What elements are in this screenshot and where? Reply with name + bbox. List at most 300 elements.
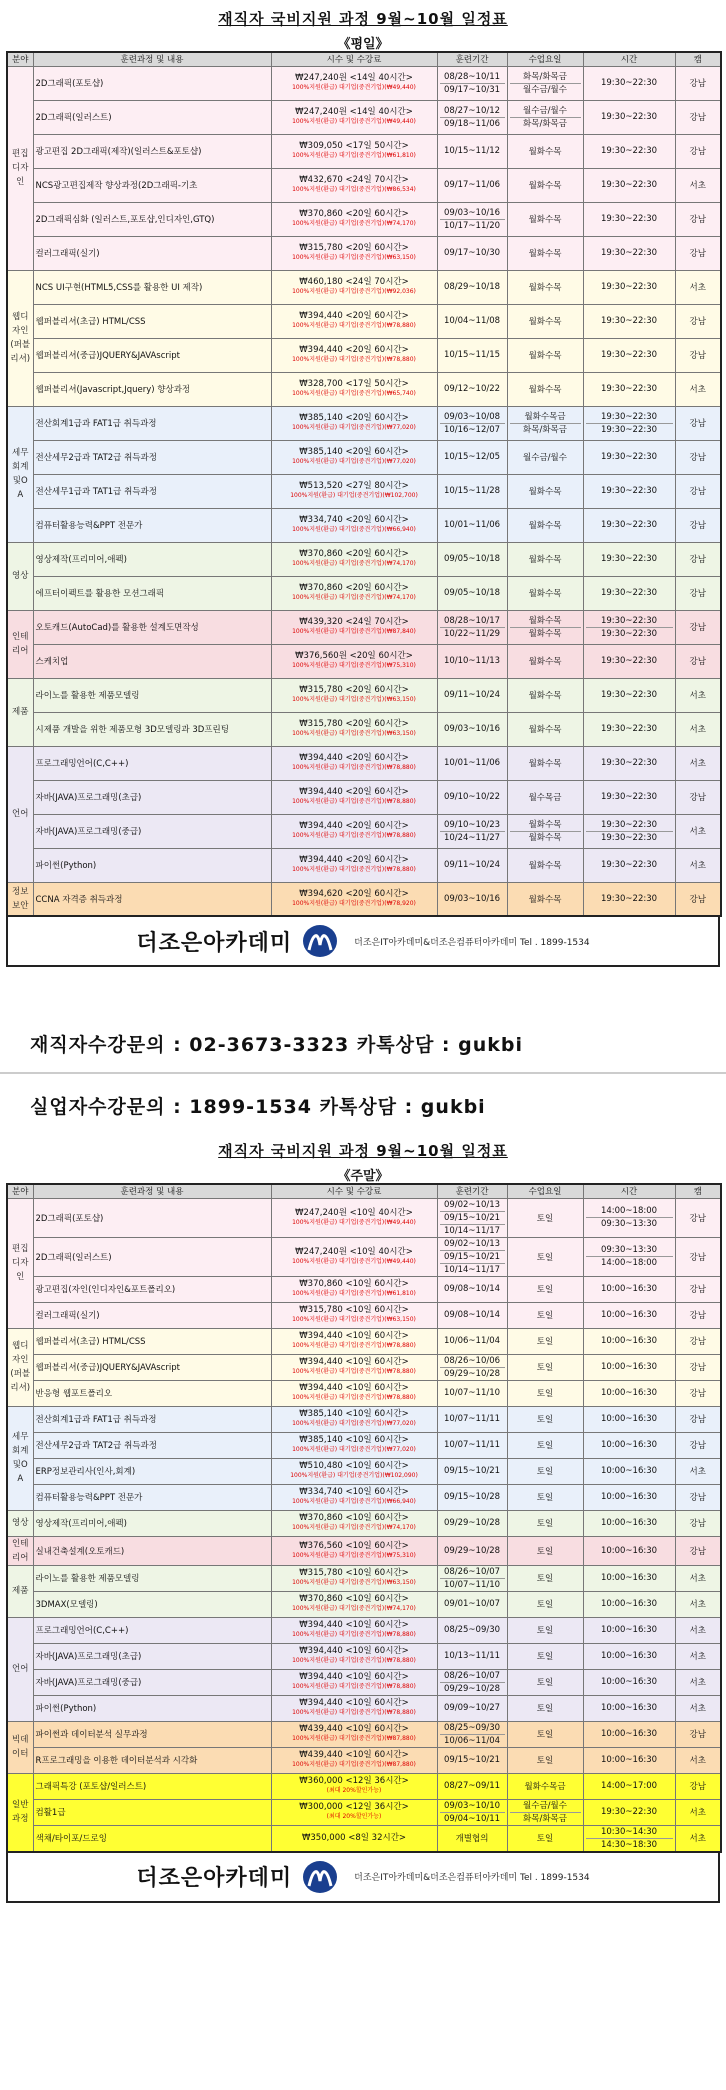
fee-subsidy: 100%지원(환급) 대기업(중견기업)(₩87,880): [292, 1735, 416, 1742]
campus: 강남: [675, 1354, 721, 1380]
training-period: [437, 576, 507, 610]
time-value: 10:00~16:30: [600, 1545, 658, 1556]
days-value: 토일: [536, 1834, 554, 1844]
class-time: [583, 1380, 675, 1406]
category-cell: 웹디자인(퍼블리셔): [7, 270, 33, 406]
campus: 강남: [675, 1432, 721, 1458]
days-value: 토일: [536, 1704, 554, 1714]
training-period: [437, 270, 507, 304]
course-fee: [271, 644, 437, 678]
training-period: [437, 168, 507, 202]
table-row: [7, 66, 721, 100]
course-name: 파이썬과 데이터분석 실무과정: [33, 1721, 271, 1747]
fee-price: ₩334,740 <20일 60시간>: [299, 515, 409, 525]
days-value: 토일: [536, 1574, 554, 1584]
fee-subsidy: 100%지원(환급) 대기업(중견기업)(₩78,880): [292, 798, 416, 805]
fee-price: ₩394,440 <10일 60시간>: [299, 1620, 409, 1630]
class-days: [507, 1773, 583, 1799]
fee-subsidy: 100%지원(환급) 대기업(중견기업)(₩78,880): [292, 1631, 416, 1638]
class-days: [507, 542, 583, 576]
course-fee: [271, 66, 437, 100]
time-value: 19:30~22:30: [600, 112, 658, 122]
course-fee: [271, 474, 437, 508]
class-time: [583, 1799, 675, 1825]
fee-price: ₩328,700 <17일 50시간>: [299, 379, 409, 389]
period-value: 09/05~10/18: [443, 554, 501, 564]
category-cell: 일반과정: [7, 1773, 33, 1852]
training-period: [437, 1536, 507, 1565]
fee-subsidy: 100%지원(환급) 대기업(중견기업)(₩63,150): [292, 1579, 416, 1586]
table-row: [7, 1536, 721, 1565]
campus: 서초: [675, 1747, 721, 1773]
course-name: 전산세무2급과 TAT2급 취득과정: [33, 1432, 271, 1458]
course-name: R프로그래밍을 이용한 데이터분석과 시각화: [33, 1747, 271, 1773]
fee-price: ₩460,180 <24일 70시간>: [299, 277, 409, 287]
course-fee: [271, 576, 437, 610]
table-header-row: [7, 52, 721, 66]
fee-subsidy: (최대 20%할인가능): [326, 1787, 382, 1794]
course-name: 자바(JAVA)프로그래밍(초급): [33, 1643, 271, 1669]
table-row: [7, 848, 721, 882]
campus: 강남: [675, 1302, 721, 1328]
days-value: 월화수목: [528, 691, 562, 701]
days-value: 화목/화목금: [510, 71, 581, 84]
time-value: 10:00~16:30: [600, 1492, 658, 1502]
class-days: [507, 1484, 583, 1510]
category-cell: 세무회계및OA: [7, 1406, 33, 1510]
days-value: 월화수목: [528, 555, 562, 565]
training-period: [437, 1354, 507, 1380]
class-time: [583, 1773, 675, 1799]
period-value: 09/11~10/24: [443, 860, 501, 870]
fee-price: ₩394,440 <10일 60시간>: [299, 1357, 409, 1367]
fee-subsidy: 100%지원(환급) 대기업(중견기업)(₩78,880): [292, 1368, 416, 1375]
fee-price: ₩315,780 <20일 60시간>: [299, 685, 409, 695]
class-days: [507, 168, 583, 202]
fee-price: ₩394,440 <20일 60시간>: [299, 855, 409, 865]
fee-subsidy: 100%지원(환급) 대기업(중견기업)(₩66,940): [292, 1498, 416, 1505]
course-name: 전산회계1급과 FAT1급 취득과정: [33, 1406, 271, 1432]
time-value: 19:30~22:30: [600, 214, 658, 224]
fee-subsidy: 100%지원(환급) 대기업(중견기업)(₩49,440): [292, 84, 416, 91]
campus: 서초: [675, 1643, 721, 1669]
campus: 서초: [675, 1565, 721, 1591]
class-time: [583, 1237, 675, 1276]
fee-price: ₩370,860 <10일 60시간>: [299, 1594, 409, 1604]
fee-subsidy: 100%지원(환급) 대기업(중견기업)(₩61,810): [292, 152, 416, 159]
training-period: [437, 780, 507, 814]
class-time: [583, 202, 675, 236]
course-fee: [271, 712, 437, 746]
fee-subsidy: 100%지원(환급) 대기업(중견기업)(₩78,880): [292, 1657, 416, 1664]
table-row: [7, 1458, 721, 1484]
class-days: [507, 1695, 583, 1721]
fee-price: ₩394,440 <20일 60시간>: [299, 753, 409, 763]
course-fee: [271, 134, 437, 168]
days-value: 토일: [536, 1337, 554, 1347]
course-name: 프로그래밍언어(C,C++): [33, 746, 271, 780]
course-name: 전산세무1급과 TAT1급 취득과정: [33, 474, 271, 508]
days-value: 월화수목: [528, 249, 562, 259]
table-row: [7, 1643, 721, 1669]
fee-subsidy: 100%지원(환급) 대기업(중견기업)(₩78,880): [292, 832, 416, 839]
table-row: [7, 1721, 721, 1747]
time-value: 10:00~16:30: [600, 1625, 658, 1635]
course-name: 컴활1급: [33, 1799, 271, 1825]
category-cell: 언어: [7, 1617, 33, 1721]
training-period: [437, 1799, 507, 1825]
days-value: 토일: [536, 1546, 554, 1557]
course-name: 그래픽특강 (포토샵/일러스트): [33, 1773, 271, 1799]
class-time: [583, 270, 675, 304]
training-period: [437, 406, 507, 440]
table-row: [7, 1276, 721, 1302]
period-value: 09/11~10/24: [443, 690, 501, 700]
days-value: 월화수목: [528, 861, 562, 871]
course-name: 웹퍼블리셔(Javascript,Jquery) 향상과정: [33, 372, 271, 406]
time-value: 10:00~16:30: [600, 1755, 658, 1765]
campus: 서초: [675, 848, 721, 882]
class-time: [583, 882, 675, 916]
time-value: 19:30~22:30: [600, 690, 658, 700]
period-value: 10/15~11/28: [443, 486, 501, 496]
campus: 강남: [675, 1276, 721, 1302]
fee-price: ₩394,440 <20일 60시간>: [299, 821, 409, 831]
campus: 서초: [675, 168, 721, 202]
fee-subsidy: 100%지원(환급) 대기업(중견기업)(₩102,090): [290, 1472, 418, 1479]
time-value: 10:00~16:30: [600, 1703, 658, 1713]
time-value: 09:30~13:30: [600, 1219, 658, 1229]
course-fee: [271, 882, 437, 916]
course-fee: [271, 1237, 437, 1276]
course-name: 라이노를 활용한 제품모델링: [33, 1565, 271, 1591]
class-time: [583, 1198, 675, 1237]
fee-subsidy: 100%지원(환급) 대기업(중견기업)(₩92,036): [292, 288, 416, 295]
category-cell: 빅데이터: [7, 1721, 33, 1773]
category-cell: 웹디자인(퍼블리셔): [7, 1328, 33, 1406]
course-fee: [271, 1354, 437, 1380]
campus: 강남: [675, 1536, 721, 1565]
column-header: 수업요일: [507, 52, 583, 66]
class-days: [507, 508, 583, 542]
table-row: [7, 610, 721, 644]
time-value: 14:00~17:00: [600, 1781, 658, 1791]
course-name: 영상제작(프리미어,애펙): [33, 1510, 271, 1536]
period-value: 10/13~11/11: [443, 1651, 501, 1661]
period-value: 08/27~09/11: [443, 1781, 501, 1791]
academy-logo-text: 더조은아카데미: [136, 930, 293, 956]
days-value: 토일: [536, 1213, 554, 1224]
table-row: [7, 134, 721, 168]
training-period: [437, 1747, 507, 1773]
class-time: [583, 1591, 675, 1617]
class-time: [583, 474, 675, 508]
fee-subsidy: 100%지원(환급) 대기업(중견기업)(₩74,170): [292, 1524, 416, 1531]
fee-subsidy: 100%지원(환급) 대기업(중견기업)(₩77,020): [292, 458, 416, 465]
category-cell: 인테리어: [7, 1536, 33, 1565]
time-value: 19:30~22:30: [600, 384, 658, 394]
fee-price: ₩334,740 <10일 60시간>: [299, 1487, 409, 1497]
training-period: [437, 814, 507, 848]
table-row: [7, 202, 721, 236]
weekend-title: 재직자 국비지원 과정 9월~10월 일정표: [218, 1142, 508, 1160]
campus: 강남: [675, 780, 721, 814]
time-value: 09:30~13:30: [586, 1244, 673, 1257]
table-row: [7, 780, 721, 814]
campus: 서초: [675, 372, 721, 406]
course-fee: [271, 1643, 437, 1669]
course-name: 2D그래픽(포토샵): [33, 66, 271, 100]
table-row: [7, 270, 721, 304]
campus: 강남: [675, 134, 721, 168]
period-value: 10/04~11/08: [443, 316, 501, 326]
period-value: 09/29~10/28: [443, 1545, 501, 1556]
period-value: 08/27~10/12: [440, 105, 505, 118]
training-period: [437, 678, 507, 712]
fee-price: ₩439,320 <24일 70시간>: [299, 617, 409, 627]
days-value: 월화수목: [528, 589, 562, 599]
days-value: 월화수목: [528, 628, 562, 639]
campus: 강남: [675, 1406, 721, 1432]
training-period: [437, 1721, 507, 1747]
category-cell: 제품: [7, 678, 33, 746]
fee-subsidy: 100%지원(환급) 대기업(중견기업)(₩102,700): [290, 492, 418, 499]
fee-price: ₩376,560 <10일 60시간>: [299, 1540, 409, 1551]
table-row: [7, 1799, 721, 1825]
time-value: 10:00~16:30: [600, 1310, 658, 1320]
period-value: 09/03~10/16: [443, 893, 501, 904]
class-days: [507, 202, 583, 236]
training-period: [437, 1198, 507, 1237]
days-value: 토일: [536, 1441, 554, 1451]
class-time: [583, 746, 675, 780]
course-fee: [271, 1510, 437, 1536]
campus: 서초: [675, 814, 721, 848]
class-time: [583, 678, 675, 712]
period-value: 09/08~10/14: [443, 1310, 501, 1320]
table-row: [7, 236, 721, 270]
fee-subsidy: 100%지원(환급) 대기업(중견기업)(₩61,810): [292, 1290, 416, 1297]
course-name: 전산회계1급과 FAT1급 취득과정: [33, 406, 271, 440]
employed-contact-line: 재직자수강문의 : 02-3673-3323 카톡상담 : gukbi: [30, 1034, 524, 1056]
course-name: 자바(JAVA)프로그래밍(중급): [33, 814, 271, 848]
campus: 강남: [675, 440, 721, 474]
days-value: 월화수목: [528, 759, 562, 769]
class-time: [583, 848, 675, 882]
days-value: 토일: [536, 1311, 554, 1321]
class-days: [507, 1354, 583, 1380]
fee-price: ₩394,620 <20일 60시간>: [299, 888, 409, 899]
fee-price: ₩315,780 <10일 60시간>: [299, 1305, 409, 1315]
campus: 강남: [675, 66, 721, 100]
campus: 강남: [675, 304, 721, 338]
class-days: [507, 746, 583, 780]
course-name: 광고편집 2D그래픽(제작)(일러스트&포토샵): [33, 134, 271, 168]
period-value: 08/26~10/06: [440, 1355, 505, 1368]
class-days: [507, 100, 583, 134]
period-value: 08/26~10/07: [440, 1566, 505, 1579]
fee-price: ₩309,050 <17일 50시간>: [299, 141, 409, 151]
fee-subsidy: 100%지원(환급) 대기업(중견기업)(₩75,310): [292, 1551, 416, 1559]
course-fee: [271, 236, 437, 270]
category-cell: 인테리어: [7, 610, 33, 678]
time-value: 19:30~22:30: [600, 832, 658, 843]
course-name: 색채/타이포/드로잉: [33, 1825, 271, 1852]
time-value: 19:30~22:30: [600, 282, 658, 292]
fee-price: ₩394,440 <10일 60시간>: [299, 1383, 409, 1393]
days-value: 토일: [536, 1415, 554, 1425]
course-name: 2D그래픽(일러스트): [33, 1237, 271, 1276]
category-cell: 영상: [7, 1510, 33, 1536]
fee-price: ₩385,140 <10일 60시간>: [299, 1435, 409, 1445]
course-name: 라이노를 활용한 제품모델링: [33, 678, 271, 712]
period-value: 10/14~11/17: [443, 1264, 501, 1275]
period-value: 09/04~10/11: [443, 1813, 501, 1824]
days-value: 토일: [536, 1519, 554, 1529]
course-name: NCS광고편집제작 향상과정(2D그래픽-기초: [33, 168, 271, 202]
table-row: [7, 1825, 721, 1852]
category-cell: 편집디자인: [7, 1198, 33, 1328]
days-value: 월화수목: [528, 521, 562, 531]
class-days: [507, 1591, 583, 1617]
fee-price: ₩439,440 <10일 60시간>: [299, 1724, 409, 1734]
days-value: 토일: [536, 1730, 554, 1740]
fee-price: ₩370,860 <10일 60시간>: [299, 1279, 409, 1289]
period-value: 10/22~11/29: [443, 628, 501, 639]
weekday-sheet: [6, 8, 720, 967]
course-fee: [271, 372, 437, 406]
course-fee: [271, 814, 437, 848]
fee-subsidy: 100%지원(환급) 대기업(중견기업)(₩49,440): [292, 1257, 416, 1265]
period-value: 10/14~11/17: [443, 1225, 501, 1236]
training-period: [437, 1380, 507, 1406]
course-name: 자바(JAVA)프로그래밍(초급): [33, 780, 271, 814]
class-days: [507, 1643, 583, 1669]
training-period: [437, 1565, 507, 1591]
weekend-sheet: [6, 1140, 720, 1903]
campus: 강남: [675, 644, 721, 678]
days-value: 월화수목: [528, 832, 562, 843]
time-value: 19:30~22:30: [600, 180, 658, 190]
table-row: [7, 406, 721, 440]
period-value: 10/15~12/05: [443, 452, 501, 462]
campus: 서초: [675, 1458, 721, 1484]
fee-price: ₩376,560원 <20일 60시간>: [295, 651, 413, 661]
fee-price: ₩385,140 <20일 60시간>: [299, 413, 409, 423]
fee-price: ₩315,780 <20일 60시간>: [299, 719, 409, 729]
fee-subsidy: 100%지원(환급) 대기업(중견기업)(₩75,310): [292, 662, 416, 669]
fee-price: ₩315,780 <10일 60시간>: [299, 1568, 409, 1578]
period-value: 09/17~11/06: [443, 180, 501, 190]
class-days: [507, 304, 583, 338]
days-value: 토일: [536, 1252, 554, 1263]
column-header: 수업요일: [507, 1184, 583, 1198]
campus: 강남: [675, 1380, 721, 1406]
training-period: [437, 1591, 507, 1617]
course-name: 스케치업: [33, 644, 271, 678]
class-time: [583, 168, 675, 202]
table-row: [7, 542, 721, 576]
course-name: 파이썬(Python): [33, 848, 271, 882]
class-days: [507, 1825, 583, 1852]
time-value: 19:30~22:30: [600, 350, 658, 360]
class-time: [583, 644, 675, 678]
table-row: [7, 1591, 721, 1617]
time-value: 10:00~16:30: [600, 1677, 658, 1687]
fee-subsidy: 100%지원(환급) 대기업(중견기업)(₩65,740): [292, 390, 416, 397]
fee-subsidy: 100%지원(환급) 대기업(중견기업)(₩78,880): [292, 866, 416, 873]
training-period: [437, 1458, 507, 1484]
campus: 강남: [675, 576, 721, 610]
campus: 서초: [675, 270, 721, 304]
campus: 강남: [675, 1198, 721, 1237]
course-name: ERP정보관리사(인사,회계): [33, 1458, 271, 1484]
days-value: 월화수목: [528, 283, 562, 293]
class-time: [583, 1669, 675, 1695]
training-period: [437, 1406, 507, 1432]
period-value: 09/12~10/22: [443, 384, 501, 394]
class-days: [507, 814, 583, 848]
period-value: 09/18~11/06: [443, 118, 501, 129]
course-fee: [271, 746, 437, 780]
table-row: [7, 1773, 721, 1799]
campus: 서초: [675, 1617, 721, 1643]
course-fee: [271, 338, 437, 372]
days-value: 토일: [536, 1652, 554, 1662]
fee-price: ₩385,140 <20일 60시간>: [299, 447, 409, 457]
table-row: [7, 644, 721, 678]
period-value: 10/07~11/11: [443, 1414, 501, 1424]
class-days: [507, 644, 583, 678]
class-time: [583, 1354, 675, 1380]
table-row: [7, 1747, 721, 1773]
time-value: 19:30~22:30: [600, 146, 658, 156]
table-row: [7, 814, 721, 848]
time-value: 19:30~22:30: [600, 588, 658, 598]
time-value: 10:00~16:30: [600, 1599, 658, 1609]
training-period: [437, 1695, 507, 1721]
campus: 강남: [675, 202, 721, 236]
campus: 서초: [675, 678, 721, 712]
training-period: [437, 746, 507, 780]
period-value: 09/15~10/21: [443, 1466, 501, 1476]
campus: 서초: [675, 712, 721, 746]
class-days: [507, 134, 583, 168]
category-cell: 편집디자인: [7, 66, 33, 270]
course-name: 영상제작(프리미어,애펙): [33, 542, 271, 576]
academy-contact-info: 더조은IT아카데미&더조은컴퓨터아카데미 Tel . 1899-1534: [354, 937, 590, 948]
course-name: 3DMAX(모델링): [33, 1591, 271, 1617]
time-value: 19:30~22:30: [600, 520, 658, 530]
time-value: 10:00~16:30: [600, 1362, 658, 1372]
table-row: [7, 1198, 721, 1237]
campus: 서초: [675, 1799, 721, 1825]
fee-subsidy: 100%지원(환급) 대기업(중견기업)(₩74,170): [292, 1605, 416, 1612]
weekend-schedule-table: [6, 1183, 722, 1853]
time-value: 19:30~22:30: [600, 724, 658, 734]
academy-logo-icon: [300, 923, 340, 959]
course-fee: [271, 1591, 437, 1617]
training-period: [437, 508, 507, 542]
table-row: [7, 440, 721, 474]
period-value: 10/07~11/10: [443, 1388, 501, 1398]
table-row: [7, 1432, 721, 1458]
weekend-footer: [6, 1853, 720, 1903]
time-value: 10:00~16:30: [600, 1388, 658, 1398]
weekday-subtitle: 《평일》: [337, 37, 389, 52]
course-fee: [271, 1747, 437, 1773]
period-value: 09/03~10/08: [440, 411, 505, 424]
